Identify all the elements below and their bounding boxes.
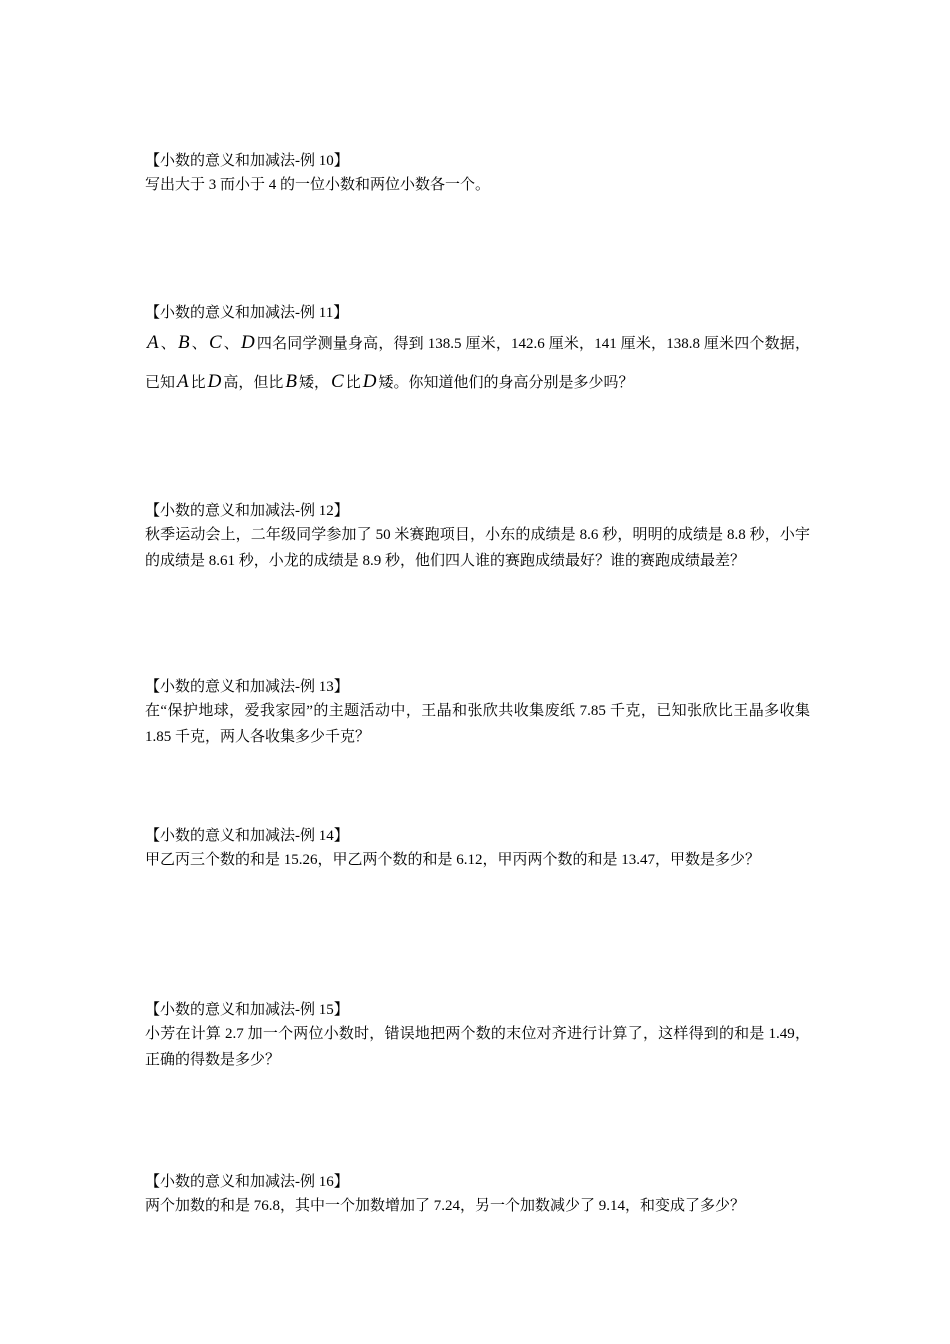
problem-text: 两个加数的和是 76.8，其中一个加数增加了 7.24，另一个加数减少了 9.14，和变成了多少？ (145, 1198, 746, 1214)
variable-c: C (208, 332, 222, 353)
problem-16 (145, 1171, 810, 1219)
variable-d: D (207, 371, 222, 392)
separator: 、 (191, 336, 207, 352)
problem-title: 【小数的意义和加减法-例 16】 (145, 1174, 349, 1190)
variable-a: A (147, 332, 159, 353)
problem-title: 【小数的意义和加减法-例 10】 (145, 153, 349, 169)
problem-text: 小芳在计算 2.7 加一个两位小数时，错误地把两个数的末位对齐进行计算了，这样得到的和是 1.49，正确的得数是多少？ (145, 1026, 810, 1068)
variable-d: D (362, 371, 377, 392)
problem-15 (145, 999, 810, 1073)
problem-text: 甲乙丙三个数的和是 15.26，甲乙两个数的和是 6.12，甲丙两个数的和是 13.47，甲数是多少？ (145, 852, 761, 868)
problem-title: 【小数的意义和加减法-例 11】 (145, 305, 349, 321)
problem-14 (145, 825, 810, 873)
separator: 、 (160, 336, 176, 352)
variable-c: C (331, 371, 344, 392)
separator: 、 (223, 336, 239, 352)
problem-text (145, 324, 810, 402)
text-segment: 矮， (299, 375, 330, 391)
variable-b: B (177, 332, 190, 353)
variable-d: D (240, 332, 255, 353)
text-segment: 矮。你知道他们的身高分别是多少吗？ (378, 375, 634, 391)
text-segment: 比 (345, 375, 361, 391)
text-segment: 比 (190, 375, 206, 391)
problem-title: 【小数的意义和加减法-例 12】 (145, 503, 349, 519)
problem-13 (145, 676, 810, 750)
problem-text: 秋季运动会上，二年级同学参加了 50 米赛跑项目，小东的成绩是 8.6 秒，明明的成绩是 8.8 秒，小宇的成绩是 8.61 秒，小龙的成绩是 8.9 秒，他们四人谁的赛跑成绩最好？谁的赛跑成绩最差？ (145, 527, 810, 569)
variable-a: A (177, 371, 189, 392)
problem-12 (145, 500, 810, 574)
text-segment: 高，但比 (223, 375, 284, 391)
problem-11 (145, 302, 810, 402)
problem-text: 写出大于 3 而小于 4 的一位小数和两位小数各一个。 (145, 177, 491, 193)
problem-title: 【小数的意义和加减法-例 15】 (145, 1002, 349, 1018)
problem-title: 【小数的意义和加减法-例 14】 (145, 828, 349, 844)
problem-text: 在“保护地球，爱我家园”的主题活动中，王晶和张欣共收集废纸 7.85 千克，已知张欣比王晶多收集 1.85 千克，两人各收集多少千克？ (145, 703, 810, 745)
variable-b: B (285, 371, 297, 392)
problem-title: 【小数的意义和加减法-例 13】 (145, 679, 349, 695)
problem-10 (145, 150, 810, 198)
text-segment: 四名同学测量身高，得到 138.5 厘米，142.6 厘米，141 厘米，138.8 厘米四个数据，已知 (145, 336, 810, 391)
